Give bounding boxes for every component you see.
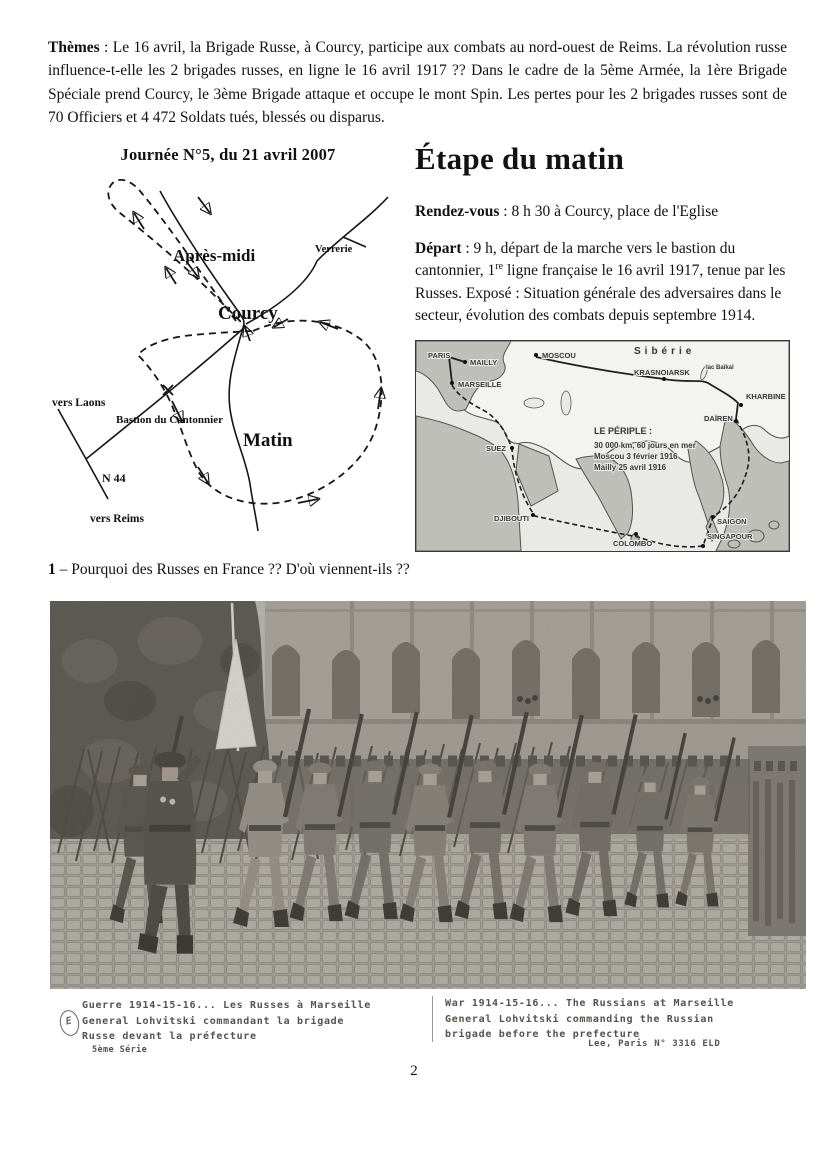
caption-fr-line3: Russe devant la préfecture [82, 1031, 257, 1042]
label-bastion: Bastion du Cantonnier [116, 414, 223, 426]
label-apres-midi: Après-midi [173, 246, 256, 265]
label-verrerie: Verrerie [315, 244, 353, 255]
periple-map-frame [415, 340, 790, 552]
label-singapour: SINGAPOUR [707, 532, 753, 542]
rendezvous-text: : 8 h 30 à Courcy, place de l'Eglise [499, 203, 719, 220]
photo-grain-overlay [50, 601, 806, 989]
caption-en-line2: General Lohvitski commanding the Russian [445, 1013, 714, 1025]
caption-credit: Lee, Paris N° 3316 ELD [588, 1039, 721, 1049]
periple-legend-1: 30 000 km, 60 jours en mer [594, 441, 696, 451]
sketch-map-column [48, 145, 408, 561]
sketch-direction-arrows [134, 197, 381, 503]
label-paris: PARIS [428, 351, 451, 361]
depart-superscript: re [495, 261, 504, 273]
label-vers-laons: vers Laons [52, 397, 106, 409]
label-djibouti: DJIBOUTI [494, 514, 530, 524]
label-kharbine: KHARBINE [746, 392, 786, 402]
question-text: – Pourquoi des Russes en France ?? D'où viennent-ils ?? [55, 561, 410, 578]
label-vers-reims: vers Reims [90, 513, 144, 525]
label-courcy: Courcy [218, 303, 278, 324]
label-mailly: MAILLY [470, 358, 498, 368]
label-dairen: DAÏREN [704, 414, 733, 424]
periple-legend-3: Mailly 25 avril 1916 [594, 463, 667, 473]
caption-french [82, 998, 422, 1045]
caption-english [445, 996, 800, 1043]
depart-text-2: ligne française le 16 avril 1917, tenue par les Russes. Exposé : Situation générale des adversaires dans le secteur, évolution des combats depuis septembre 1914. [415, 262, 786, 325]
caption-en-line1: War 1914-15-16... The Russians at Marseille [445, 998, 734, 1009]
depart-paragraph [415, 238, 792, 327]
question-line [48, 561, 768, 579]
rendezvous-label: Rendez-vous [415, 203, 500, 220]
periple-map [416, 341, 789, 551]
label-colombo: COLOMBO [613, 539, 653, 549]
label-siberie: Sibérie [634, 346, 696, 358]
rendezvous-line [415, 203, 792, 221]
caption-fr-line1: Guerre 1914-15-16... Les Russes à Marseille [82, 1000, 371, 1011]
caption-en-line3: brigade before the prefecture [445, 1029, 640, 1040]
publisher-stamp-icon: E [58, 1008, 82, 1037]
caption-divider [432, 996, 433, 1042]
periple-legend-2: Moscou 3 février 1916 [594, 452, 678, 462]
photo-caption-band [50, 994, 806, 1060]
label-krasnoiarsk: KRASNOIARSK [634, 368, 690, 378]
label-n44: N 44 [102, 471, 126, 485]
caption-series: 5ème Série [92, 1045, 148, 1055]
label-marseille: MARSEILLE [458, 380, 502, 390]
section-title: Étape du matin [415, 141, 625, 176]
morning-column [415, 141, 792, 552]
periple-legend-title: LE PÉRIPLE : [594, 426, 653, 437]
label-saigon: SAIGON [717, 517, 747, 527]
sketch-route-morning-loop [138, 321, 382, 504]
label-moscou: MOSCOU [542, 351, 576, 361]
page-number: 2 [410, 1063, 418, 1079]
caption-fr-line2: General Lohvitski commandant la brigade [82, 1015, 345, 1027]
depart-text-1: : 9 h, départ de la marche vers le bastion du cantonnier, 1 [415, 240, 736, 280]
label-matin: Matin [243, 430, 293, 451]
photo-russian-brigade-marseille [50, 601, 806, 989]
label-suez: SUEZ [486, 444, 507, 454]
themes-label: Thèmes [48, 39, 100, 56]
depart-label: Départ [415, 240, 462, 257]
themes-text: : Le 16 avril, la Brigade Russe, à Courcy, participe aux combats au nord-ouest de Reims. La révolution russe influence-t-elle les 2 brigades russes, en ligne le 16 avril 1917 ?? Dans le cadre de la 5ème Armée, la 1ère Brigade Spéciale prend Courcy, le 3ème Brigade attaque et occupe le mont Spin. Les pertes pour les 2 brigades russes sont de 70 Officiers et 4 472 Soldats tués, blessés ou disparus. [48, 39, 787, 126]
photo-figure [50, 601, 806, 1060]
sketch-map-title: Journée N°5, du 21 avril 2007 [120, 145, 336, 164]
label-lac-baikal: lac Baïkal [706, 365, 734, 372]
question-number: 1 [48, 561, 56, 578]
themes-paragraph [48, 36, 787, 129]
sketch-map [48, 169, 408, 561]
